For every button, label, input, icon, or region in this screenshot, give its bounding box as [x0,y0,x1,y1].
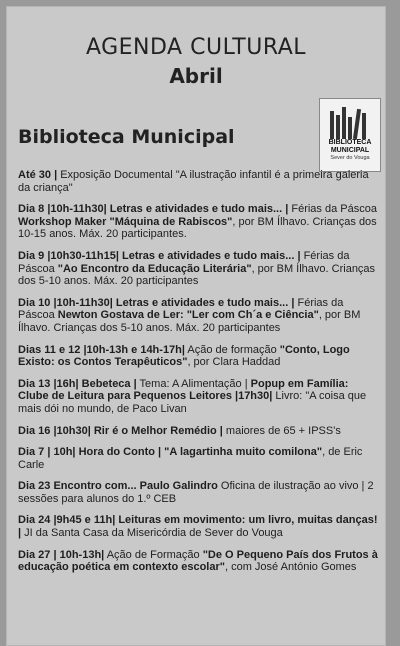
event-title: Workshop Maker "Máquina de Rabiscos" [18,215,233,228]
books-icon [328,105,372,139]
event-date: Dia 16 |10h30| Rir é o Melhor Remédio | [18,424,223,437]
event-title: "De O Pequeno País dos Frutos à educação poética em contexto escolar" [18,548,378,574]
event-item [18,203,382,241]
event-list [18,169,382,583]
event-date: Dia 10 |10h-11h30| Letras e atividades e tudo mais... | [18,296,295,309]
event-item [18,425,382,438]
event-item [18,378,382,416]
event-item [18,297,382,335]
event-title: "Conto, Logo Existo: os Contos Terapêuticos" [18,343,350,369]
page-title: AGENDA CULTURAL [85,35,307,60]
event-title: Newton Gostava de Ler: "Ler com Ch´a e Ciência" [57,309,319,322]
event-item [18,514,382,539]
event-item [18,344,382,369]
event-date: Dia 8 |10h-11h30| Letras e atividades e tudo mais... | [18,203,289,216]
event-text: Exposição Documental "A ilustração infantil é a primeira galeria da criança" [18,169,369,194]
event-text: Férias da Páscoa [18,296,344,322]
header [6,6,386,88]
logo-line-3: Sever do Vouga [330,155,370,161]
logo-line-1: BIBLIOTECA [328,139,372,146]
event-date: Dia 13 |16h| Bebeteca | [18,377,137,390]
newspaper-page [6,6,386,646]
library-logo [319,98,381,172]
event-details: , por BM Ílhavo. Crianças dos 5-10 anos. Máx. 20 participantes [18,309,361,334]
event-text: Férias da Páscoa [288,203,377,216]
logo-line-2: MUNICIPAL [330,147,370,154]
event-title: "Ao Encontro da Educação Literária" [57,262,252,275]
event-date: Dias 11 e 12 |10h-13h e 14h-17h| [18,343,185,356]
event-item [18,549,382,574]
event-date: Dia 7 | 10h| Hora do Conto | "A lagartinha muito comilona" [18,446,323,459]
event-text: Ação de Formação [104,548,203,561]
event-details: , por BM Ílhavo. Crianças dos 10-15 anos. Máx. 20 participantes. [18,215,377,241]
event-details: , com José António Gomes [224,561,357,574]
event-details: , por BM Ílhavo. Crianças dos 5-10 anos. Máx. 20 participantes [18,262,376,288]
event-item [18,480,382,505]
event-text: maiores de 65 + IPSS's [222,424,341,437]
event-item [18,169,382,194]
event-text: Oficina de ilustração ao vivo | 2 sessões para alunos do 1.º CEB [18,480,374,505]
event-title: Popup em Família: Clube de Leitura para Pequenos Leitores |17h30| [18,377,349,403]
event-text: Férias da Páscoa [18,249,350,275]
event-date: Dia 23 Encontro com... Paulo Galindro [18,480,218,493]
section-title: Biblioteca Municipal [18,126,235,148]
event-text: Tema: A Alimentação | [136,377,251,390]
month-title: Abril [169,64,223,88]
event-date: Dia 24 |9h45 e 11h| Leituras em movimento: um livro, muitas danças! | [18,514,378,540]
event-details: Livro: "A coisa que mais dói no mundo, de Paco Livan [18,390,367,415]
event-text: Ação de formação [184,343,280,356]
event-date: Dia 9 |10h30-11h15| Letras e atividades e tudo mais... | [18,249,301,262]
event-text: , de Eric Carle [18,446,363,471]
event-item [18,250,382,288]
event-item [18,446,382,471]
event-date: Dia 27 | 10h-13h| [18,548,105,561]
event-details: , por Clara Haddad [187,356,281,369]
event-text: JI da Santa Casa da Misericórdia de Sever do Vouga [21,527,283,540]
event-date: Até 30 | [18,169,58,181]
